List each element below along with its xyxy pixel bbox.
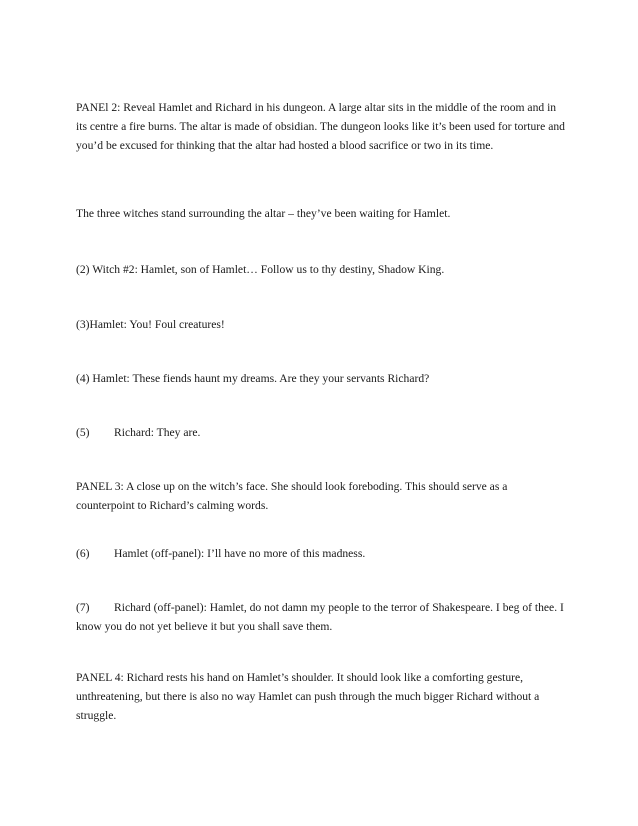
dialogue-line-5-text: Richard: They are. [114, 426, 201, 439]
dialogue-line-5 [76, 423, 566, 442]
dialogue-line-7-text: Richard (off-panel): Hamlet, do not damn my people to the terror of Shakespeare. I beg of thee. I know you do not yet believe it but you shall save them. [76, 601, 564, 633]
panel-3-description: PANEL 3: A close up on the witch’s face. She should look foreboding. This should serve as a counterpoint to Richard’s calming words. [76, 480, 508, 512]
dialogue-line-7-number: (7) [76, 601, 90, 614]
panel-4-description: PANEL 4: Richard rests his hand on Hamlet’s shoulder. It should look like a comforting gesture, unthreatening, but there is also no way Hamlet can push through the much bigger Richard without a struggle. [76, 671, 540, 722]
dialogue-line-4: (4) Hamlet: These fiends haunt my dreams. Are they your servants Richard? [76, 372, 430, 385]
dialogue-line-6-number: (6) [76, 547, 90, 560]
dialogue-line-2: (2) Witch #2: Hamlet, son of Hamlet… Follow us to thy destiny, Shadow King. [76, 263, 445, 276]
dialogue-line-3: (3)Hamlet: You! Foul creatures! [76, 318, 225, 331]
dialogue-line-6-text: Hamlet (off-panel): I’ll have no more of this madness. [114, 547, 366, 560]
dialogue-line-7 [76, 598, 566, 636]
panel-2-witches-description: The three witches stand surrounding the altar – they’ve been waiting for Hamlet. [76, 207, 451, 220]
panel-2-description: PANEl 2: Reveal Hamlet and Richard in his dungeon. A large altar sits in the middle of the room and in its centre a fire burns. The altar is made of obsidian. The dungeon looks like it’s been used for torture and you’d be excused for thinking that the altar had hosted a blood sacrifice or two in its time. [76, 101, 565, 152]
dialogue-line-6 [76, 544, 566, 563]
dialogue-line-5-number: (5) [76, 426, 90, 439]
